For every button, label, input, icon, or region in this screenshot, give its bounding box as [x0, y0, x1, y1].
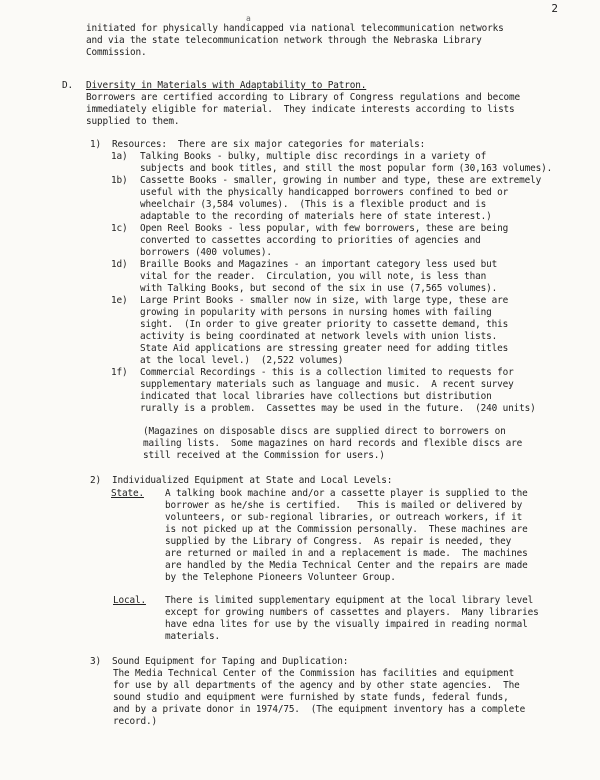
page-number: 2: [551, 2, 558, 15]
resource-line: Cassette Books - smaller, growing in number and type, these are extremely: [140, 175, 542, 186]
resource-line: vital for the reader. Circulation, you will note, is less than: [140, 271, 487, 282]
section-text-line: Borrowers are certified according to Library of Congress regulations and become: [86, 92, 521, 103]
resource-number: 1b): [111, 175, 128, 186]
resource-line: Braille Books and Magazines - an important category less used but: [140, 259, 498, 270]
resource-line: growing in popularity with persons in nursing homes with failing: [140, 307, 492, 318]
resource-line: adaptable to the recording of materials here of state interest.): [140, 211, 492, 222]
resource-line: State Aid applications are stressing greater need for adding titles: [140, 343, 509, 354]
sound-line: for use by all departments of the agency and by other state agencies. The: [113, 680, 520, 691]
resource-line: converted to cassettes according to priorities of agencies and: [140, 235, 481, 246]
resource-line: sight. (In order to give greater priority to cassette demand, this: [140, 319, 509, 330]
resource-line: activity is being coordinated at network levels with union lists.: [140, 331, 498, 342]
local-line: except for growing numbers of cassettes and players. Many libraries: [165, 607, 539, 618]
state-line: supplied by the Library of Congress. As repair is needed, they: [165, 536, 512, 547]
sound-line: record.): [113, 716, 157, 727]
equipment-heading: 2) Individualized Equipment at State and Local Levels:: [90, 475, 393, 486]
local-line: materials.: [165, 631, 220, 642]
resource-number: 1d): [111, 259, 128, 270]
section-text-line: immediately eligible for material. They indicate interests according to lists: [86, 104, 515, 115]
local-label: Local.: [113, 595, 146, 606]
note-line: still received at the Commission for users.): [143, 450, 385, 461]
sound-heading: 3) Sound Equipment for Taping and Duplication:: [90, 656, 349, 667]
resource-line: with Talking Books, but second of the six in use (7,565 volumes).: [140, 283, 498, 294]
resources-heading: 1) Resources: There are six major categories for materials:: [90, 139, 426, 150]
sound-line: The Media Technical Center of the Commission has facilities and equipment: [113, 668, 515, 679]
intro-line: initiated for physically handicapped via national telecommunication networks: [86, 23, 504, 34]
resource-line: wheelchair (3,584 volumes). (This is a flexible product and is: [140, 199, 487, 210]
local-line: have edna lites for use by the visually impaired in reading normal: [165, 619, 528, 630]
resource-number: 1f): [111, 367, 128, 378]
state-label: State.: [111, 488, 144, 499]
state-line: volunteers, or sub-regional libraries, or outreach workers, if it: [165, 512, 523, 523]
resource-line: borrowers (400 volumes).: [140, 247, 272, 258]
sound-line: sound studio and equipment were furnished by state funds, federal funds,: [113, 692, 509, 703]
resource-number: 1a): [111, 151, 128, 162]
resource-line: supplementary materials such as language and music. A recent survey: [140, 379, 514, 390]
resource-number: 1e): [111, 295, 128, 306]
state-line: A talking book machine and/or a cassette player is supplied to the: [165, 488, 528, 499]
resource-line: subjects and book titles, and still the most popular form (30,163 volumes).: [140, 163, 553, 174]
section-letter: D.: [62, 80, 73, 91]
local-line: There is limited supplementary equipment at the local library level: [165, 595, 534, 606]
intro-line: Commission.: [86, 47, 147, 58]
resource-line: Open Reel Books - less popular, with few borrowers, these are being: [140, 223, 509, 234]
resource-line: Talking Books - bulky, multiple disc recordings in a variety of: [140, 151, 487, 162]
resource-line: indicated that local libraries have collections but distribution: [140, 391, 492, 402]
resource-line: Large Print Books - smaller now in size, with large type, these are: [140, 295, 509, 306]
state-line: is not picked up at the Commission personally. These machines are: [165, 524, 528, 535]
state-line: borrower as he/she is certified. This is mailed or delivered by: [165, 500, 523, 511]
resource-line: rurally is a problem. Cassettes may be used in the future. (240 units): [140, 403, 536, 414]
note-line: (Magazines on disposable discs are supplied direct to borrowers on: [143, 426, 506, 437]
section-heading: Diversity in Materials with Adaptability to Patron.: [86, 80, 367, 91]
state-line: are returned or mailed in and a replacement is made. The machines: [165, 548, 528, 559]
top-mark: a: [246, 14, 251, 23]
state-line: are handled by the Media Technical Center and the repairs are made: [165, 560, 528, 571]
resource-line: Commercial Recordings - this is a collection limited to requests for: [140, 367, 514, 378]
resource-line: at the local level.) (2,522 volumes): [140, 355, 344, 366]
sound-line: and by a private donor in 1974/75. (The equipment inventory has a complete: [113, 704, 526, 715]
resource-line: useful with the physically handicapped borrowers confined to bed or: [140, 187, 509, 198]
section-text-line: supplied to them.: [86, 116, 180, 127]
note-line: mailing lists. Some magazines on hard records and flexible discs are: [143, 438, 523, 449]
intro-line: and via the state telecommunication network through the Nebraska Library: [86, 35, 482, 46]
resource-number: 1c): [111, 223, 128, 234]
state-line: by the Telephone Pioneers Volunteer Group.: [165, 572, 396, 583]
